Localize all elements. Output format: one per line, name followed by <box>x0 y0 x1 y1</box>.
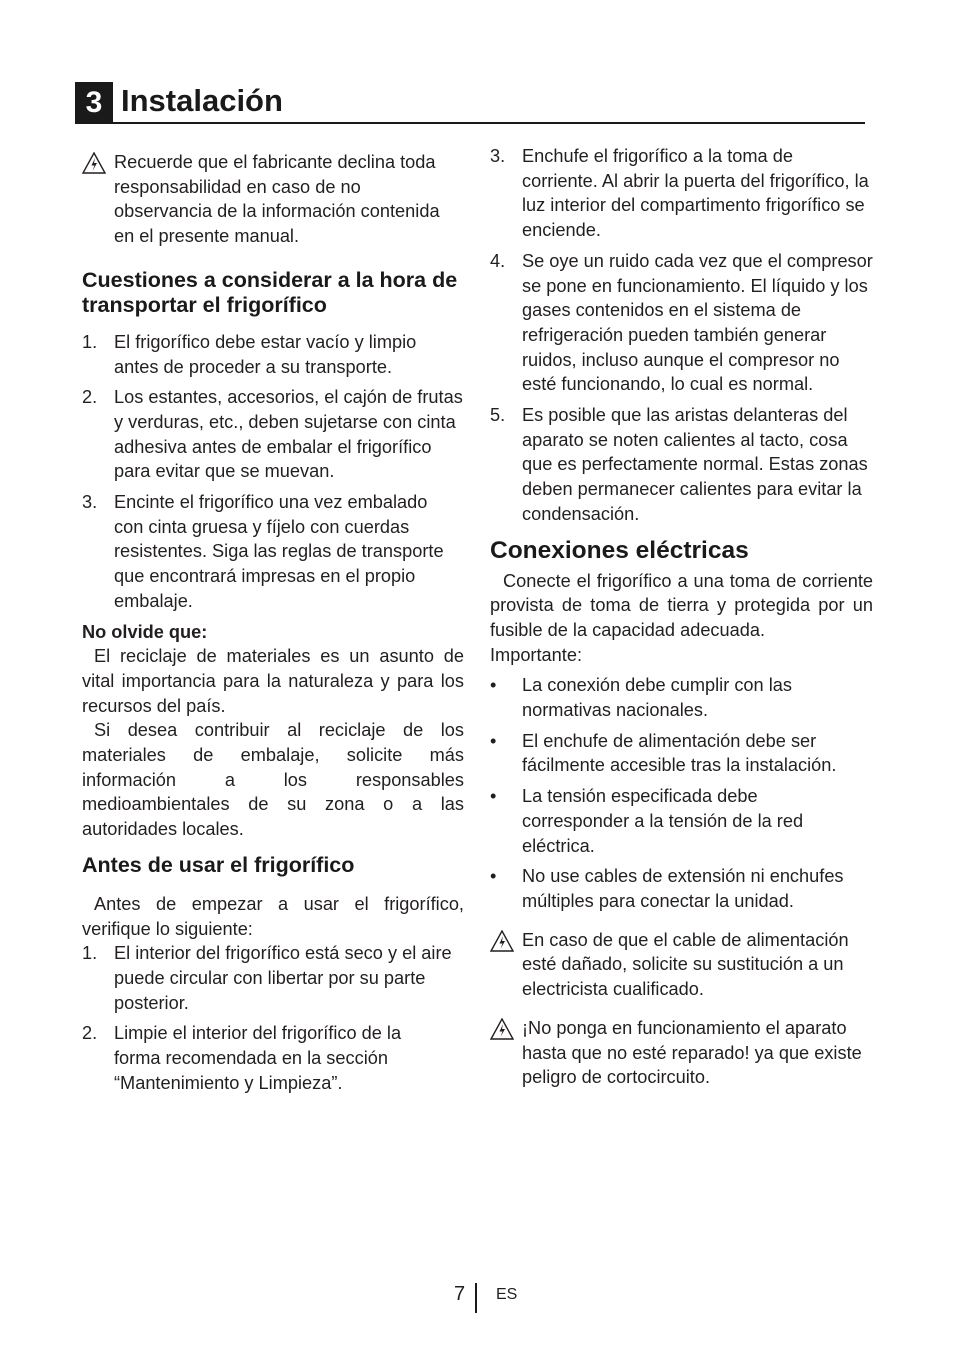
electric-heading: Conexiones eléctricas <box>490 536 749 564</box>
list-item: 2. Los estantes, accesorios, el cajón de frutas y verduras, etc., deben sujetarse con cinta adhesiva antes de embalar el frigorífico para evitar que se muevan. <box>82 387 463 482</box>
chapter-number: 3 <box>75 82 113 123</box>
warning-icon <box>490 930 514 952</box>
right-column <box>490 144 873 1090</box>
important-label: Importante: <box>490 644 582 665</box>
list-item: • La tensión especificada debe corresponder a la tensión de la red eléctrica. <box>490 786 804 856</box>
header-divider <box>75 122 865 124</box>
cable-warning: En caso de que el cable de alimentación esté dañado, solicite su sustitución a un electricista cualificado. <box>490 928 873 1002</box>
short-circuit-warning: ¡No ponga en funcionamiento el aparato hasta que no esté reparado! ya que existe peligro de cortocircuito. <box>490 1016 873 1090</box>
electric-bullets <box>490 673 873 913</box>
before-use-list <box>82 941 464 1095</box>
page-number: 7 <box>454 1283 466 1305</box>
list-item: 3. Encinte el frigorífico una vez embalado con cinta gruesa y fíjelo con cuerdas resistentes. Siga las reglas de transporte que encontrará impresas en el propio embalaje. <box>82 492 444 611</box>
remember-heading: No olvide que: <box>82 621 208 642</box>
electric-paragraph: Conecte el frigorífico a una toma de corriente provista de toma de tierra y protegida por un fusible de la capacidad adecuada. <box>490 570 873 640</box>
list-item: 5. Es posible que las aristas delanteras del aparato se noten calientes al tacto, cosa que es perfectamente normal. Estas zonas deben permanecer calientes para evitar la condensación. <box>490 405 868 524</box>
list-item: 1. El interior del frigorífico está seco y el aire puede circular con libertar por su parte posterior. <box>82 943 452 1013</box>
remember-paragraph-2: Si desea contribuir al reciclaje de los materiales de embalaje, solicite más información a los responsables medioambientales de su zona o a las autoridades locales. <box>82 720 464 840</box>
remember-paragraph-1: El reciclaje de materiales es un asunto de vital importancia para la naturaleza y para los recursos del país. <box>82 646 464 716</box>
language-code: ES <box>496 1286 518 1303</box>
continued-list <box>490 144 873 527</box>
list-item: • No use cables de extensión ni enchufes múltiples para conectar la unidad. <box>490 866 844 911</box>
transport-list <box>82 330 464 614</box>
list-item: 2. Limpie el interior del frigorífico de la forma recomendada en la sección “Mantenimiento y Limpieza”. <box>82 1023 402 1093</box>
transport-heading: Cuestiones a considerar a la hora de transportar el frigorífico <box>82 267 458 317</box>
footer-divider <box>475 1283 477 1313</box>
before-use-intro: Antes de empezar a usar el frigorífico, verifique lo siguiente: <box>82 893 464 939</box>
manufacturer-warning <box>82 150 464 249</box>
warning-text: Recuerde que el fabricante declina toda responsabilidad en caso de no observancia de la información contenida en el presente manual. <box>114 152 440 247</box>
left-column <box>82 150 464 1096</box>
list-item: • El enchufe de alimentación debe ser fácilmente accesible tras la instalación. <box>490 730 837 776</box>
list-item: 3. Enchufe el frigorífico a la toma de corriente. Al abrir la puerta del frigorífico, la luz interior del compartimento frigorífico se enciende. <box>490 146 869 241</box>
chapter-title: Instalación <box>121 83 283 118</box>
list-item: • La conexión debe cumplir con las normativas nacionales. <box>490 675 792 721</box>
list-item: 4. Se oye un ruido cada vez que el compresor se pone en funcionamiento. El líquido y los gases contenidos en el sistema de refrigeración pueden también generar ruidos, incluso aunque el compresor no esté funcionando, lo cual es normal. <box>490 250 873 395</box>
list-item: 1. El frigorífico debe estar vacío y limpio antes de proceder a su transporte. <box>82 331 417 377</box>
warning-icon <box>490 1018 514 1040</box>
warning-icon <box>82 152 106 174</box>
before-use-heading: Antes de usar el frigorífico <box>82 852 355 877</box>
